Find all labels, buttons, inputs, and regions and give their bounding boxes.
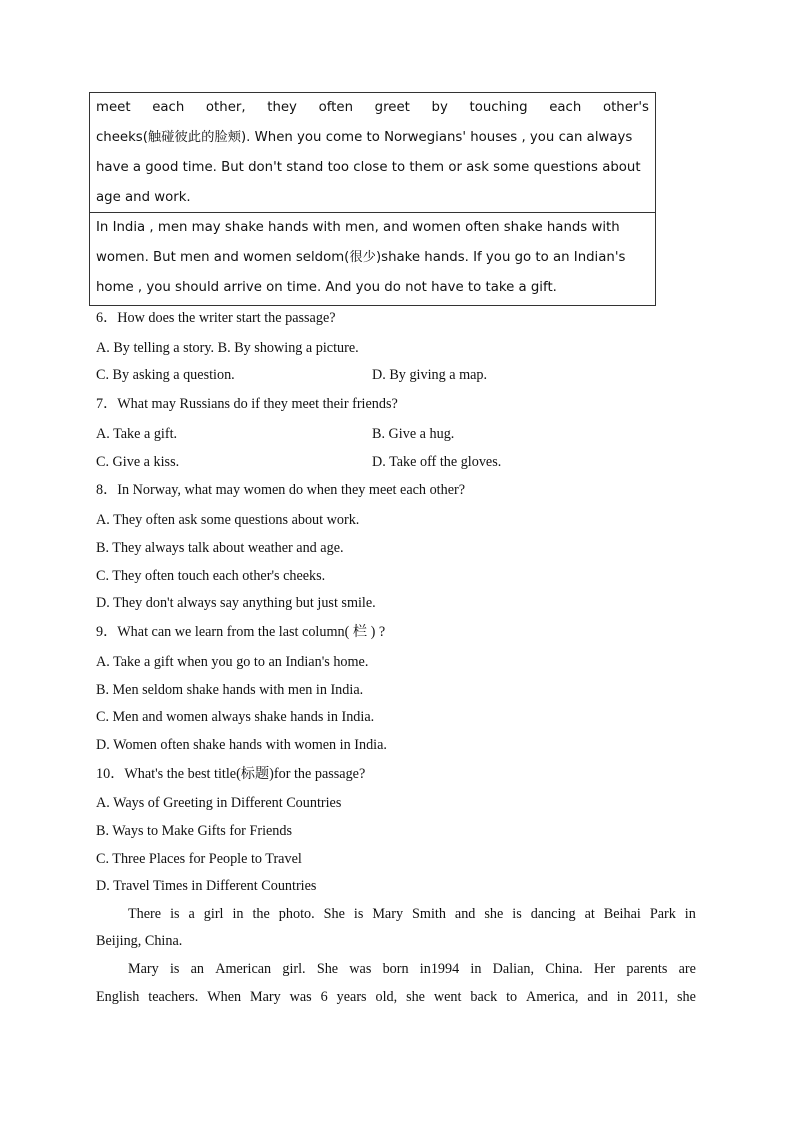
question-8-option-a: A. They often ask some questions about work. [96,512,360,528]
word: photo. [278,906,315,922]
word: and [587,989,608,1005]
next-passage-p2-line2 [96,987,696,1007]
word: dancing [530,906,576,922]
word: is [169,961,180,977]
word: in1994 [419,961,460,977]
passage-line: age and work. [96,190,191,205]
word: Mary [250,989,281,1005]
passage-line: home , you should arrive on time. And you do not have to take a gift. [96,280,557,295]
word: are [678,961,696,977]
question-10-stem: 10．What's the best title(标题)for the passage? [96,766,366,782]
question-8-option-d: D. They don't always say anything but just smile. [96,595,376,611]
word: each [549,100,582,115]
word: Park [649,906,676,922]
word: they [267,100,297,115]
justified-line [96,93,649,123]
next-passage-p2-line1 [128,959,696,979]
word: touching [469,100,528,115]
word: and [454,906,476,922]
word: parents [626,961,668,977]
word: girl [203,906,224,922]
word: born [382,961,409,977]
word: back [470,989,498,1005]
question-10-option-c: C. Three Places for People to Travel [96,851,302,867]
word: greet [374,100,410,115]
word: Beihai [603,906,641,922]
question-7-option-b: B. Give a hug. [372,426,455,442]
question-9-option-b: B. Men seldom shake hands with men in India. [96,682,364,698]
word: to [506,989,518,1005]
word: in [684,906,696,922]
question-6-option-d: D. By giving a map. [372,367,488,383]
word: She [316,961,339,977]
word: was [289,989,312,1005]
next-passage-p1-line1 [128,904,696,924]
passage-box-india [89,212,656,306]
word: She [323,906,345,922]
word: America, [526,989,579,1005]
word: a [188,906,195,922]
word: by [431,100,448,115]
next-passage-p1-line2: Beijing, China. [96,933,183,949]
passage-line: have a good time. But don't stand too close to them or ask some questions about [96,160,641,175]
word: went [433,989,462,1005]
word: Mary [372,906,404,922]
word: meet [96,100,131,115]
word: is [353,906,364,922]
word: Her [593,961,616,977]
word: in [616,989,628,1005]
word: There [128,906,162,922]
question-7-option-a: A. Take a gift. [96,426,178,442]
word: at [584,906,595,922]
question-8-option-b: B. They always talk about weather and age. [96,540,344,556]
word: When [207,989,242,1005]
word: is [170,906,180,922]
word: an [190,961,205,977]
question-10-option-d: D. Travel Times in Different Countries [96,878,317,894]
word: China. [545,961,583,977]
word: girl. [282,961,306,977]
question-9-stem: 9．What can we learn from the last column( 栏 ) ? [96,624,386,640]
question-7-stem: 7．What may Russians do if they meet their friends? [96,396,398,412]
word: English [96,989,140,1005]
question-6-stem: 6．How does the writer start the passage? [96,310,336,326]
word: Dalian, [492,961,535,977]
question-7-option-d: D. Take off the gloves. [372,454,502,470]
question-6-options-ab: A. By telling a story. B. By showing a picture. [96,340,359,356]
word: is [512,906,522,922]
question-10-option-b: B. Ways to Make Gifts for Friends [96,823,293,839]
word: in [470,961,482,977]
word: teachers. [148,989,199,1005]
passage-line: cheeks(触碰彼此的脸颊). When you come to Norwegians' houses , you can always [96,130,633,145]
word: other, [205,100,246,115]
word: in [232,906,244,922]
question-9-option-a: A. Take a gift when you go to an Indian's home. [96,654,369,670]
word: Smith [412,906,446,922]
question-7-option-c: C. Give a kiss. [96,454,180,470]
word: 6 [320,989,328,1005]
word: was [349,961,372,977]
question-8-stem: 8．In Norway, what may women do when they meet each other? [96,482,466,498]
passage-box-norway [89,92,656,213]
word: each [152,100,185,115]
word: she [677,989,696,1005]
word: Mary [128,961,159,977]
word: she [406,989,425,1005]
question-6-option-c: C. By asking a question. [96,367,235,383]
passage-line: women. But men and women seldom(很少)shake hands. If you go to an Indian's [96,250,626,265]
word: she [484,906,504,922]
question-9-option-d: D. Women often shake hands with women in India. [96,737,387,753]
passage-line: In India , men may shake hands with men, and women often shake hands with [96,220,620,235]
question-9-option-c: C. Men and women always shake hands in India. [96,709,375,725]
question-10-option-a: A. Ways of Greeting in Different Countries [96,795,342,811]
question-8-option-c: C. They often touch each other's cheeks. [96,568,326,584]
word: years [336,989,367,1005]
word: 2011, [636,989,669,1005]
word: the [252,906,270,922]
word: old, [375,989,398,1005]
word: often [318,100,353,115]
word: American [215,961,272,977]
word: other's [602,100,649,115]
